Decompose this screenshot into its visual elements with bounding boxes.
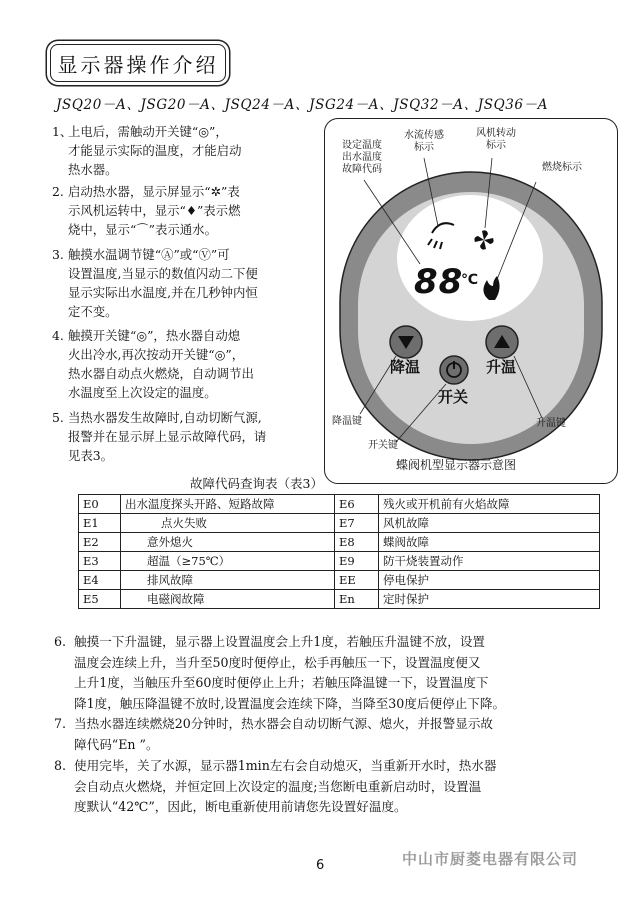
instruction-item: 1、 上电后，需触动开关键“◎”， 才能显示实际的温度，才能启动 热水器。 [52,124,242,177]
label-down-key: 降温键 [332,416,362,427]
label-set-temp: 设定温度 出水温度 故障代码 [342,140,382,175]
fault-desc: 防干烧装置动作 [379,552,600,571]
fault-desc: 残火或开机前有火焰故障 [379,495,600,514]
label-burn: 燃烧标示 [542,162,582,173]
fault-desc: 风机故障 [379,514,600,533]
fault-code: E1 [79,514,121,533]
fault-code: E0 [79,495,121,514]
display-unit: ℃ [461,272,478,288]
power-button-shape [440,356,468,384]
instruction-item: 5. 当热水器发生故障时,自动切断气源, 报警并在显示屏上显示故障代码，请 见表3。 [52,410,267,463]
label-water-flow: 水流传感 标示 [404,130,444,153]
fault-code: E5 [79,590,121,609]
table-row [79,590,600,609]
note-item: 8. 使用完毕，关了水源，显示器1min左右会自动熄灭，当重新开水时，热水器 会自动点火燃烧，并恒定回上次设定的温度;当您断电重新启动时，设置温 度默认“42℃”，因此，断电重新使用前请您先设置好温度。 [54,758,497,814]
display-screen [397,195,543,321]
fault-table-title: 故障代码查询表（表3） [190,476,323,491]
table-row [79,552,600,571]
page-number: 6 [316,858,325,873]
fault-desc: 超温（≥75℃） [121,552,335,571]
temp-down-button[interactable]: 降温 [390,358,421,376]
fault-desc: 点火失败 [121,514,335,533]
fault-code: E8 [335,533,379,552]
instruction-item: 3. 触摸水温调节键“Ⓐ”或“Ⓥ”可 设置温度,当显示的数值闪动二下便 显示实际出水温度,并在几秒钟内恒 定不变。 [52,247,258,319]
table-row [79,514,600,533]
company-watermark: 中山市厨菱电器有限公司 [401,850,578,868]
fault-code: EE [335,571,379,590]
fault-code: En [335,590,379,609]
label-fan: 风机转动 标示 [476,128,516,151]
model-list: JSQ20－A、JSG20－A、JSQ24－A、JSG24－A、JSQ32－A、JSQ36－A [56,97,549,113]
fault-desc: 电磁阀故障 [121,590,335,609]
fault-code: E4 [79,571,121,590]
note-item: 7. 当热水器连续燃烧20分钟时，热水器会自动切断气源、熄火，并报警显示故 障代码“En ”。 [54,716,494,752]
fault-desc: 停电保护 [379,571,600,590]
fault-code: E3 [79,552,121,571]
fault-code-table [78,494,600,609]
fault-desc: 定时保护 [379,590,600,609]
table-row [79,495,600,514]
temp-up-button[interactable]: 升温 [486,358,517,376]
fault-desc: 排风故障 [121,571,335,590]
table-row [79,533,600,552]
fault-code: E6 [335,495,379,514]
note-item: 6. 触摸一下升温键，显示器上设置温度会上升1度，若触压升温键不放，设置 温度会连续上升，当升至50度时便停止，松手再触压一下，设置温度便又 上升1度，当触压升至60度时便停止上升；若触压降温键一下，设置温度下 降1度，触压降温键不放时,设置温度会连续下降，当降至30度后便停止下降。 [54,634,506,711]
label-power-key: 开关键 [368,440,398,451]
power-button[interactable]: 开关 [438,388,469,406]
diagram-caption: 蝶阀机型显示器示意图 [396,458,517,472]
label-up-key: 升温键 [536,418,566,429]
fault-desc: 出水温度探头开路、短路故障 [121,495,335,514]
instruction-item: 4. 触摸开关键“◎”，热水器自动熄 火出冷水,再次按动开关键“◎”， 热水器自动点火燃烧，自动调节出 水温度至上次设定的温度。 [52,328,254,400]
fault-code: E2 [79,533,121,552]
section-title: 显示器操作介绍 [50,44,226,82]
fault-desc: 意外熄火 [121,533,335,552]
table-row [79,571,600,590]
fault-code: E9 [335,552,379,571]
fault-desc: 蝶阀故障 [379,533,600,552]
instruction-item: 2. 启动热水器，显示屏显示“✲”表 示风机运转中，显示“♦”表示燃 烧中，显示“⌒”表示通水。 [52,184,241,237]
display-temperature: 88 [414,262,464,302]
fault-code: E7 [335,514,379,533]
